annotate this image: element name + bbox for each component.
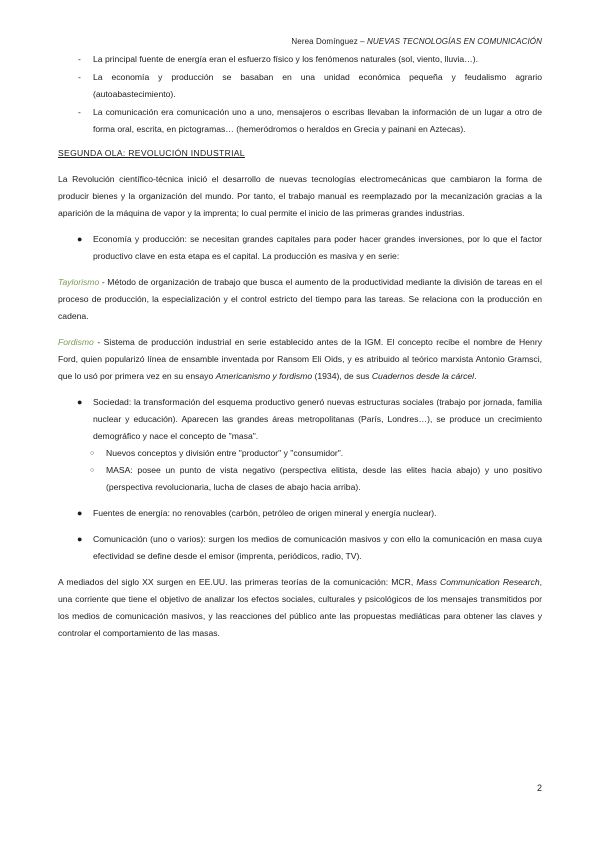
economy-text: Economía y producción: se necesitan grandes capitales para poder hacer grandes inversiones, por lo que el factor productivo clave en esta etapa es el capital. La producción es masiva y en serie: bbox=[93, 234, 542, 261]
sub-item-text: MASA: posee un punto de vista negativo (perspectiva elitista, desde las elites hacia abajo) y uno positivo (perspectiva revolucionaria, lucha de clases de abajo hacia arriba). bbox=[106, 465, 542, 492]
dash-icon: - bbox=[78, 72, 81, 82]
fordismo-text: . bbox=[474, 371, 477, 381]
intro-paragraph: La Revolución científico-técnica inició el desarrollo de nuevas tecnologías electromecánicas que cambiaron la forma de producir bienes y la organización del mundo. Por tanto, el trabajo manual es reemplazado por la mecanización gracias a la aparición de la máquina de vapor y la imprenta; lo cual permite el inicio de las primeras grandes industrias. bbox=[58, 174, 542, 218]
bullet-icon: ● bbox=[77, 534, 83, 544]
fordismo-paragraph bbox=[58, 334, 542, 385]
society-sublist bbox=[58, 445, 542, 496]
taylorismo-term: Taylorismo bbox=[58, 277, 100, 287]
mcr-term: Mass Communication Research bbox=[416, 577, 540, 587]
page-header bbox=[291, 37, 542, 46]
second-wave-list bbox=[58, 394, 542, 565]
list-item bbox=[58, 394, 542, 496]
fordismo-text: - Sistema de producción industrial en serie establecido antes de la IGM. El concepto recibe el nombre de Henry Ford, quien popularizó línea de ensamble inventada por Ransom Eli Oids, y es atribuido al teórico marxista Antonio Gramsci, que lo usó por primera vez en su ensayo bbox=[58, 337, 542, 381]
list-item bbox=[58, 104, 542, 138]
fordismo-essay-title: Americanismo y fordismo bbox=[215, 371, 313, 381]
economy-list bbox=[58, 231, 542, 265]
list-item-text: La comunicación era comunicación uno a uno, mensajeros o escribas llevaban la información de un lugar a otro de forma oral, escrita, en pictogramas… (hemeródromos o heraldos en Grecia y painani en Aztecas). bbox=[93, 107, 542, 134]
dash-icon: - bbox=[78, 107, 81, 117]
list-item bbox=[58, 69, 542, 103]
list-item bbox=[58, 531, 542, 565]
section-heading: SEGUNDA OLA: REVOLUCIÓN INDUSTRIAL bbox=[58, 148, 245, 158]
fordismo-term: Fordismo bbox=[58, 337, 94, 347]
sub-list-item bbox=[58, 445, 542, 462]
sub-item-text: Nuevos conceptos y división entre "productor" y "consumidor". bbox=[106, 448, 344, 458]
list-item-text: La principal fuente de energía eran el esfuerzo físico y los fenómenos naturales (sol, viento, lluvia…). bbox=[93, 54, 479, 64]
closing-text: , una corriente que tiene el objetivo de analizar los efectos sociales, culturales y psicológicos de los mensajes transmitidos por los medios de comunicación masivos, y las reacciones del público ante las propuestas mediáticas para obtener las claves y controlar el comportamiento de las masas. bbox=[58, 577, 543, 638]
list-item bbox=[58, 231, 542, 265]
closing-paragraph bbox=[58, 574, 542, 642]
list-item bbox=[58, 51, 542, 68]
bullet-icon: ● bbox=[77, 508, 83, 518]
list-item bbox=[58, 505, 542, 522]
fordismo-book-title: Cuadernos desde la cárcel bbox=[371, 371, 475, 381]
sub-list-item bbox=[58, 462, 542, 496]
first-wave-list bbox=[58, 51, 542, 138]
communication-text: Comunicación (uno o varios): surgen los medios de comunicación masivos y con ello la comunicación en masa cuya efectividad se define desde el emisor (imprenta, periódicos, radio, TV). bbox=[93, 534, 542, 561]
circle-bullet-icon: ○ bbox=[90, 467, 95, 474]
taylorismo-text: - Método de organización de trabajo que busca el aumento de la productividad mediante la división de tareas en el proceso de producción, la especialización y el control estricto del tiempo para las tareas. Se relaciona con la producción en cadena. bbox=[58, 277, 542, 321]
circle-bullet-icon: ○ bbox=[90, 450, 95, 457]
dash-icon: - bbox=[78, 54, 81, 64]
energy-text: Fuentes de energía: no renovables (carbón, petróleo de origen mineral y energía nuclear). bbox=[93, 508, 437, 518]
fordismo-text: (1934), de sus bbox=[312, 371, 372, 381]
bullet-icon: ● bbox=[77, 234, 83, 244]
page-number: 2 bbox=[536, 783, 542, 793]
bullet-icon: ● bbox=[77, 397, 83, 407]
closing-text: A mediados del siglo XX surgen en EE.UU. las primeras teorías de la comunicación: MCR, bbox=[58, 577, 417, 587]
header-course: NUEVAS TECNOLOGÍAS EN COMUNICACIÓN bbox=[367, 37, 542, 46]
header-author: Nerea Domínguez – bbox=[291, 37, 368, 46]
page-content bbox=[58, 51, 542, 651]
taylorismo-paragraph bbox=[58, 274, 542, 325]
society-text: Sociedad: la transformación del esquema productivo generó nuevas estructuras sociales (trabajo por jornada, familia nuclear y educación). Aparecen las grandes áreas metropolitanas (París, Londres…), se produce un crecimiento demográfico y nace el concepto de "masa". bbox=[93, 397, 542, 441]
list-item-text: La economía y producción se basaban en una unidad económica pequeña y feudalismo agrario (autoabastecimiento). bbox=[93, 72, 542, 99]
